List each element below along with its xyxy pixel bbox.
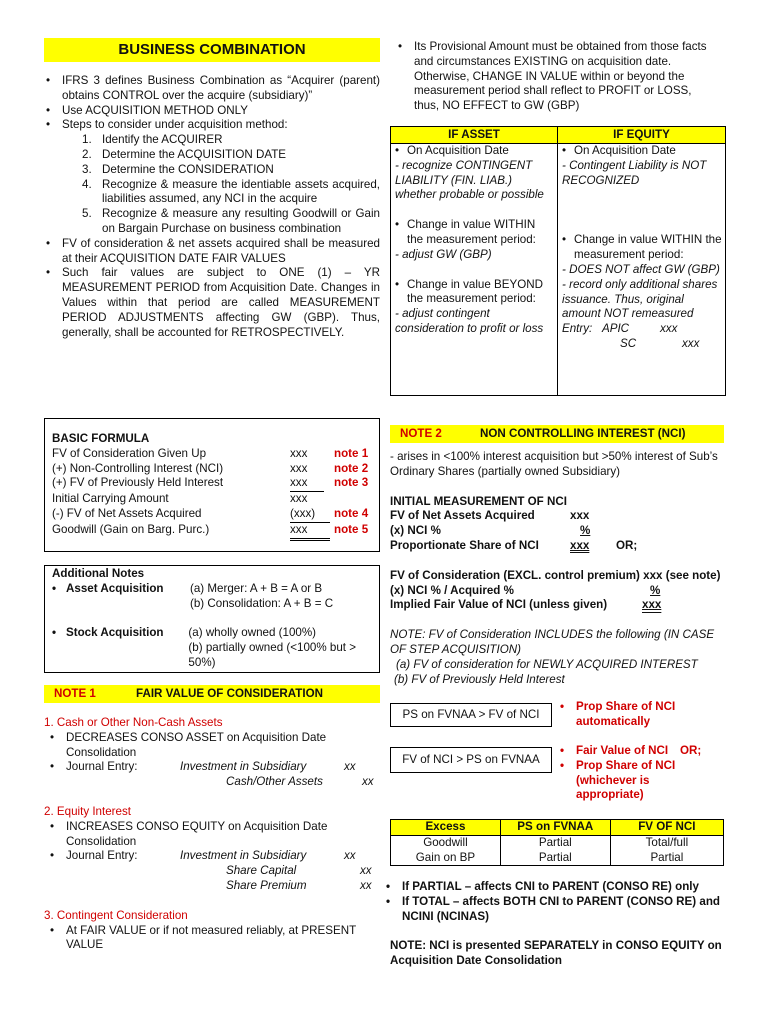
excess-table-header: Excess PS on FVNAA FV OF NCI bbox=[391, 820, 724, 836]
initial-measurement-title: INITIAL MEASUREMENT OF NCI bbox=[390, 494, 567, 508]
step-item: 4. Recognize & measure the identiable assets acquired, liabilities assumed, any NCI in the acquire bbox=[82, 177, 380, 206]
formula-row: FV of Consideration Given Up xxx note 1 bbox=[52, 446, 369, 460]
partial-total-notes bbox=[390, 880, 724, 969]
additional-title: Additional Notes bbox=[52, 567, 145, 580]
journal-credit: Cash/Other Assets xx bbox=[226, 775, 374, 789]
total-bullet: • If TOTAL – affects BOTH CNI to PARENT (CONSO RE) and NCINI (NCINAS) bbox=[402, 895, 724, 925]
journal-entry: • Journal Entry: Investment in Subsidiary xx bbox=[66, 849, 380, 864]
intro-bullet: • Steps to consider under acquisition method: bbox=[62, 118, 380, 133]
if-asset-column: • On Acquisition Date - recognize CONTINGENT LIABILITY (FIN. LIAB.) whether probable or possible • Change in value WITHIN the measurement period: - adjust GW (GBP) • Change in value BEYOND the measurement period: - adjust contingent consideration to profit or loss bbox=[395, 144, 544, 335]
intro-section bbox=[40, 74, 380, 340]
formula-row: (+) FV of Previously Held Interest xxx note 3 bbox=[52, 476, 372, 492]
compare-box-2: FV of NCI > PS on FVNAA bbox=[390, 747, 552, 773]
step-item: 1. Identify the ACQUIRER bbox=[82, 133, 223, 147]
nci-intro: - arises in <100% interest acquisition but >50% interest of Sub’s Ordinary Shares (partially owned Subsidiary) bbox=[390, 450, 718, 478]
formula-title: BASIC FORMULA bbox=[52, 432, 150, 445]
table-row: Goodwill Partial Total/full bbox=[391, 835, 724, 850]
step-item: 5. Recognize & measure any resulting Goodwill or Gain on Bargain Purchase on business combination bbox=[82, 207, 380, 235]
note1-body bbox=[44, 716, 380, 953]
note1-s1-title: 1. Cash or Other Non-Cash Assets bbox=[44, 716, 223, 729]
page-title: BUSINESS COMBINATION bbox=[44, 38, 380, 62]
basic-formula-box bbox=[44, 418, 380, 552]
intro-bullet: • IFRS 3 defines Business Combination as “Acquirer (parent) obtains CONTROL over the acquire (subsidiary)” bbox=[62, 74, 380, 104]
nci-final-note: NOTE: NCI is presented SEPARATELY in CONSO EQUITY on Acquisition Date Consolidation bbox=[390, 939, 722, 968]
step-item: 2. Determine the ACQUISITION DATE bbox=[82, 147, 287, 161]
note2-body: - arises in <100% interest acquisition but >50% interest of Sub’s Ordinary Shares (partially owned Subsidiary) INITIAL MEASUREMENT OF NCI FV of Net Assets Acquired xxx (x) NCI % % Proportionate Share of NCI xxx OR; FV of Consideration (EXCL. control premium) xxx (see note) (x) NCI % / Acquired % % Implied Fair Value of NCI (unless given) xxx NOTE: FV of Consideration INCLUDES the following (IN CASE OF STEP ACQUISITION) (a) FV of consideration for NEWLY ACQUIRED INTEREST (b) FV of Previously Held Interest bbox=[390, 450, 724, 687]
intro-bullet: • Use ACQUISITION METHOD ONLY bbox=[62, 104, 380, 119]
note1-s3-title: 3. Contingent Consideration bbox=[44, 908, 188, 922]
asset-acquisition: • Asset Acquisition (a) Merger: A + B = A or B (b) Consolidation: A + B = C bbox=[52, 581, 334, 610]
compare-result-2: • Fair Value of NCI OR; • Prop Share of NCI (whichever is appropriate) bbox=[560, 744, 702, 802]
formula-row: Goodwill (Gain on Barg. Purc.) xxx note 5 bbox=[52, 523, 372, 541]
formula-row: (-) FV of Net Assets Acquired (xxx) note 4 bbox=[52, 507, 372, 523]
if-equity-column: • On Acquisition Date - Contingent Liability is NOT RECOGNIZED • Change in value WITHIN the measurement period: - DOES NOT affect GW (GBP) - record only additional shares issuance. Thus, original amount NOT remeasured Entry: APIC xxx SC xxx bbox=[562, 144, 722, 350]
note1-s3-bullet: • At FAIR VALUE or if not measured reliably, at PRESENT VALUE bbox=[66, 924, 380, 954]
journal-credit: Share Premium xx bbox=[226, 878, 372, 892]
fv-bullet: • Such fair values are subject to ONE (1) – YR MEASUREMENT PERIOD from Acquisition Date. Changes in Values within that period are called MEASUREMENT PERIOD ADJUSTMENTS affecting GW (GBP). Thus, generally, shall be accounted for RETROSPECTIVELY. bbox=[62, 266, 380, 340]
if-equity-header: IF EQUITY bbox=[558, 127, 725, 144]
note1-s1-bullet: • DECREASES CONSO ASSET on Acquisition Date Consolidation bbox=[66, 731, 380, 761]
formula-row: Initial Carrying Amount xxx bbox=[52, 492, 308, 506]
asset-equity-table bbox=[390, 126, 726, 396]
fv-bullet: • FV of consideration & net assets acquired shall be measured at their ACQUISITION DATE FAIR VALUES bbox=[62, 237, 380, 267]
journal-credit: Share Capital xx bbox=[226, 864, 372, 878]
if-asset-header: IF ASSET bbox=[391, 127, 558, 144]
table-row: Gain on BP Partial Partial bbox=[391, 851, 724, 866]
stock-acquisition: • Stock Acquisition (a) wholly owned (100%) (b) partially owned (<100% but > 50%) bbox=[52, 626, 356, 669]
compare-box-1: PS on FVNAA > FV of NCI bbox=[390, 703, 552, 727]
excess-table bbox=[390, 819, 724, 866]
note2-header: NOTE 2 NON CONTROLLING INTEREST (NCI) bbox=[390, 425, 724, 443]
provisional-section bbox=[392, 40, 714, 114]
note1-header: NOTE 1 FAIR VALUE OF CONSIDERATION bbox=[44, 685, 380, 703]
provisional-bullet: • Its Provisional Amount must be obtained from those facts and circumstances EXISTING on acquisition date. Otherwise, CHANGE IN VALUE within or beyond the measurement period shall reflect to PROFIT or LOSS, thus, NO EFFECT to GW (GBP) bbox=[414, 40, 714, 114]
partial-bullet: • If PARTIAL – affects CNI to PARENT (CONSO RE) only bbox=[402, 880, 724, 895]
formula-row: (+) Non-Controlling Interest (NCI) xxx note 2 bbox=[52, 461, 369, 475]
compare-result-1: • Prop Share of NCI automatically bbox=[560, 700, 676, 728]
fv-note: NOTE: FV of Consideration INCLUDES the following (IN CASE OF STEP ACQUISITION) bbox=[390, 628, 715, 656]
step-item: 3. Determine the CONSIDERATION bbox=[82, 162, 274, 176]
additional-notes-box bbox=[44, 565, 380, 673]
journal-entry: • Journal Entry: Investment in Subsidiary xx bbox=[66, 760, 380, 775]
note1-s2-title: 2. Equity Interest bbox=[44, 804, 131, 818]
note1-s2-bullet: • INCREASES CONSO EQUITY on Acquisition Date Consolidation bbox=[66, 820, 380, 850]
